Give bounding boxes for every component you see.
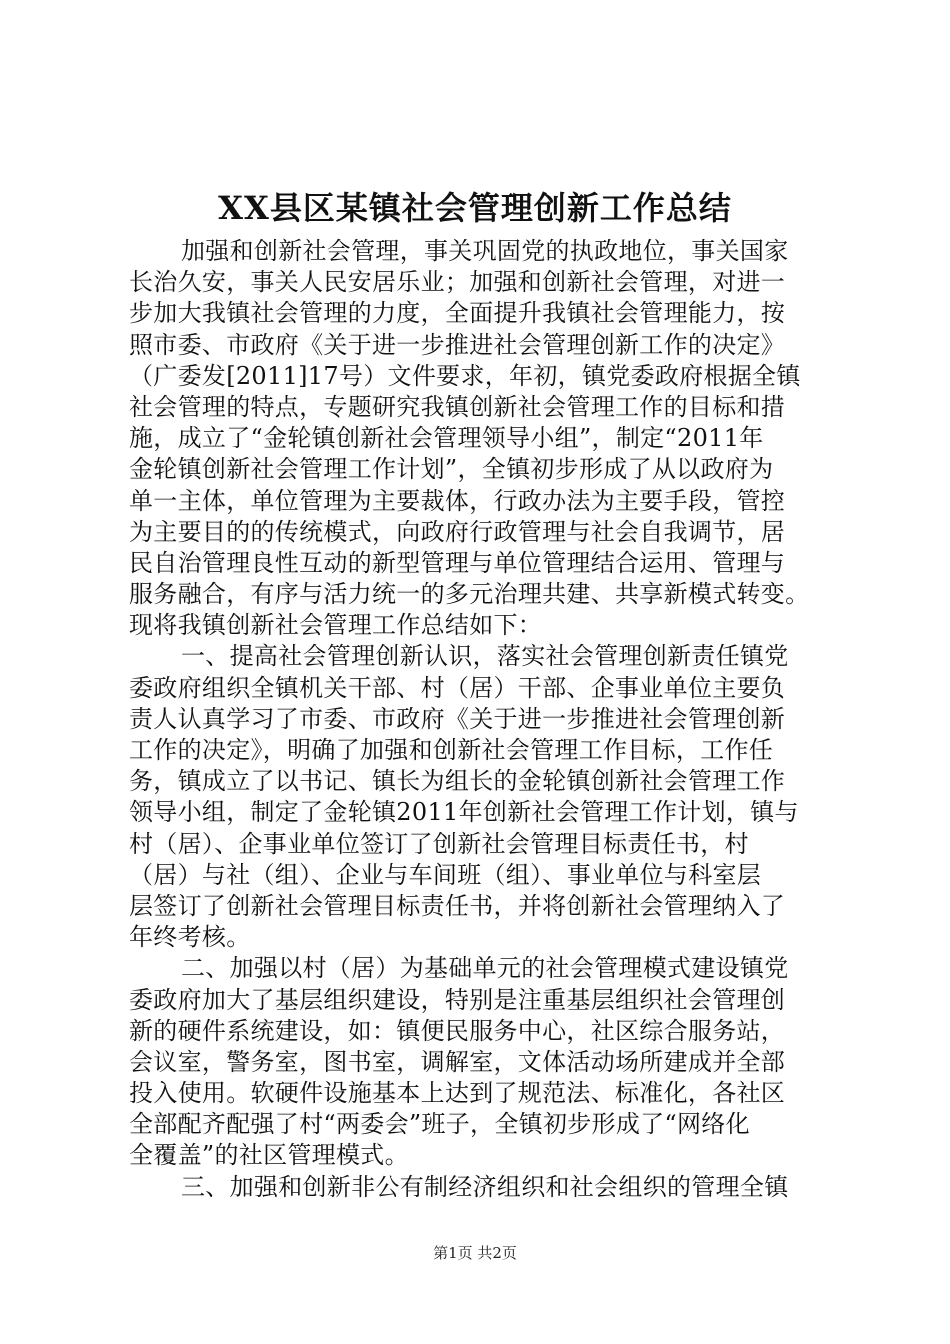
text-line: 为主要目的的传统模式，向政府行政管理与社会自我调节，居 [129, 517, 786, 546]
text-line: 金轮镇创新社会管理工作计划”，全镇初步形成了从以政府为 [129, 455, 774, 484]
text-line: 二、加强以村（居）为基础单元的社会管理模式建设镇党 [181, 954, 789, 983]
text-line: 会议室，警务室，图书室，调解室，文体活动场所建成并全部 [129, 1047, 786, 1076]
document-title: XX县区某镇社会管理创新工作总结 [218, 189, 732, 227]
text-line: 责人认真学习了市委、市政府《关于进一步推进社会管理创新 [129, 704, 786, 733]
text-line: 照市委、市政府《关于进一步推进社会管理创新工作的决定》 [129, 330, 786, 359]
text-line: 工作的决定》，明确了加强和创新社会管理工作目标，工作任 [129, 736, 774, 764]
text-line: 加强和创新社会管理，事关巩固党的执政地位，事关国家 [181, 237, 789, 265]
text-line: 新的硬件系统建设，如：镇便民服务中心，社区综合服务站， [129, 1016, 786, 1045]
text-line: 三、加强和创新非公有制经济组织和社会组织的管理全镇 [181, 1172, 789, 1201]
text-line: 民自治管理良性互动的新型管理与单位管理结合运用、管理与 [129, 548, 786, 577]
text-line: 村（居）、企事业单位签订了创新社会管理目标责任书，村 [129, 829, 749, 858]
text-line: 投入使用。软硬件设施基本上达到了规范法、标准化，各社区 [129, 1079, 786, 1108]
document-body [129, 236, 829, 1203]
text-line: 步加大我镇社会管理的力度，全面提升我镇社会管理能力，按 [129, 299, 786, 328]
text-line: 年终考核。 [129, 923, 251, 952]
text-line: 服务融合，有序与活力统一的多元治理共建、共享新模式转变。 [129, 580, 810, 609]
text-line: （广委发[2011]17号）文件要求，年初，镇党委政府根据全镇 [129, 361, 801, 390]
text-line: 务，镇成立了以书记、镇长为组长的金轮镇创新社会管理工作 [129, 767, 786, 796]
text-line: 社会管理的特点，专题研究我镇创新社会管理工作的目标和措 [129, 392, 786, 421]
text-line: 层签订了创新社会管理目标责任书，并将创新社会管理纳入了 [129, 891, 786, 920]
text-line: 委政府加大了基层组织建设，特别是注重基层组织社会管理创 [129, 985, 786, 1014]
text-line: 领导小组，制定了金轮镇2011年创新社会管理工作计划，镇与 [129, 798, 799, 827]
text-line: 一、提高社会管理创新认识，落实社会管理创新责任镇党 [181, 642, 789, 671]
text-line: （居）与社（组）、企业与车间班（组）、事业单位与科室层 [129, 860, 762, 889]
text-line: 施，成立了“金轮镇创新社会管理领导小组”，制定“2011年 [129, 424, 764, 453]
page-footer: 第1页 共2页 [433, 1244, 517, 1262]
text-line: 全部配齐配强了村“两委会”班子，全镇初步形成了“网络化 [129, 1110, 750, 1139]
text-line: 长治久安，事关人民安居乐业；加强和创新社会管理，对进一 [129, 268, 786, 297]
text-line: 现将我镇创新社会管理工作总结如下： [129, 611, 543, 640]
text-line: 单一主体，单位管理为主要裁体，行政办法为主要手段，管控 [129, 486, 786, 515]
text-line: 全覆盖”的社区管理模式。 [129, 1141, 409, 1170]
text-line: 委政府组织全镇机关干部、村（居）干部、企事业单位主要负 [129, 673, 786, 702]
